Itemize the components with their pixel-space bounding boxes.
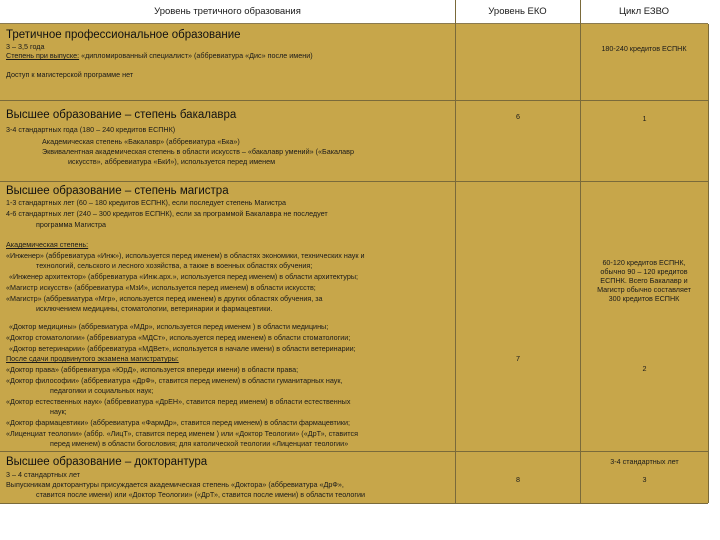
text-line: искусств», аббревиатура «БкИ»), используется перед именем [68,157,276,166]
text-line: ставится после имени) или «Доктор Теологии» («ДрТ», ставится после имени) в области теологии [36,490,365,499]
text-line: технологий, сельского и лесного хозяйства, а также в военных областях обучения; [36,261,313,270]
text-line: 1-3 стандартных лет (60 – 180 кредитов ЕСПНК), если последует степень Магистра [6,198,286,207]
text-line: исключением медицины, стоматологии, ветеринарии и фармацевтики. [36,304,273,313]
col-divider [455,0,456,503]
text-line: «Доктор медицины» (аббревиатура «МДр», используется перед именем ) в области медицины; [9,322,329,331]
header-col-level: Уровень третичного образования [0,0,455,24]
text-line: 3 – 3,5 года [6,42,45,51]
header-col-cycle: Цикл ЕЗВО [580,0,708,24]
row-divider [0,503,708,504]
cycle-duration: 3-4 стандартных лет [610,457,679,466]
text-line: перед именем) в области богословия; для католической теологии «Лиценциат теологии» [50,439,349,448]
cycle-number: 2 [642,364,647,373]
text-line: «Доктор стоматологии» (аббревиатура «МДСт», используется перед именем) в области стоматологии; [6,333,351,342]
right-edge-strip [709,24,720,503]
text-line: «Доктор фармацевтики» (аббревиатура «ФармДр», ставится перед именем) в области фармацевтики; [6,418,350,427]
text-line: «Магистр» (аббревиатура «Мгр», используется перед именем) в других областях обучения, за [6,294,323,303]
cycle-credits: 180-240 кредитов ЕСПНК [601,44,687,53]
section-title-master: Высшее образование – степень магистра [6,185,229,197]
row-divider [0,100,708,101]
text-line: Доступ к магистерской программе нет [6,70,134,79]
section-master-band [0,181,708,451]
text-line: программа Магистра [36,220,106,229]
eko-level: 6 [516,112,520,121]
text-line: «Магистр искусств» (аббревиатура «МзИ», используется перед именем) в области искусств; [6,283,316,292]
text-line: «Инженер архитектор» (аббревиатура «Инж.арх.», используется перед именем) в области архитектуры; [9,272,358,281]
eko-level: 7 [516,354,520,363]
text-line: Выпускникам докторантуры присуждается академическая степень «Доктора» (аббревиатура «ДрФ», [6,480,344,489]
text-line: Степень при выпуске: «дипломированный специалист» (аббревиатура «Дис» после имени) [6,51,313,60]
cycle-credits: 60-120 кредитов ЕСПНК, обычно 90 – 120 кредитов ЕСПНК. Всего Бакалавр и Магистр обычно составляет 300 кредитов ЕСПНК [597,258,691,303]
text-line: 3-4 стандартных года (180 – 240 кредитов ЕСПНК) [6,125,176,134]
section-title-doctorate: Высшее образование – докторантура [6,456,208,468]
text-line: Эквивалентная академическая степень в области искусств – «бакалавр умений» («Бакалавр [42,147,354,156]
col-divider [580,0,581,503]
text-line: педагогики и социальных наук; [50,386,154,395]
text-line: 4-6 стандартных лет (240 – 300 кредитов ЕСПНК), если за программой Бакалавра не последует [6,209,328,218]
text-line: Академическая степень: [6,240,89,249]
text-line: «Доктор естественных наук» (аббревиатура «ДрЕН», ставится перед именем) в области естественных [6,397,351,406]
eko-level: 8 [516,475,520,484]
section-title-professional: Третичное профессиональное образование [6,29,241,41]
row-divider [0,181,708,182]
text-line: «Инженер» (аббревиатура «Инж»), используется перед именем) в областях экономики, технических наук и [6,251,365,260]
text-line: «Доктор ветеринарии» (аббревиатура «МДВет», используется в начале имени) в области ветеринарии; [9,344,356,353]
section-title-bachelor: Высшее образование – степень бакалавра [6,109,237,121]
text-line: «Доктор философии» (аббревиатура «ДрФ», ставится перед именем) в области гуманитарных наук, [6,376,343,385]
text-line: После сдачи продвинутого экзамена магистратуры: [6,354,179,363]
text-line: 3 – 4 стандартных лет [6,470,81,479]
text-line: наук; [50,407,67,416]
text-line: «Доктор права» (аббревиатура «ЮрД», используется впереди имени) в области права; [6,365,299,374]
cycle-number: 3 [642,475,647,484]
cycle-number: 1 [642,114,647,123]
header-col-eko: Уровень ЕКО [455,0,580,24]
text-line: «Лиценциат теологии» (аббр. «ЛицТ», ставится перед именем ) или «Доктор Теологии» («ДрТ», ставится [6,429,358,438]
text-line: Академическая степень «Бакалавр» (аббревиатура «Бка») [42,137,240,146]
row-divider [0,451,708,452]
